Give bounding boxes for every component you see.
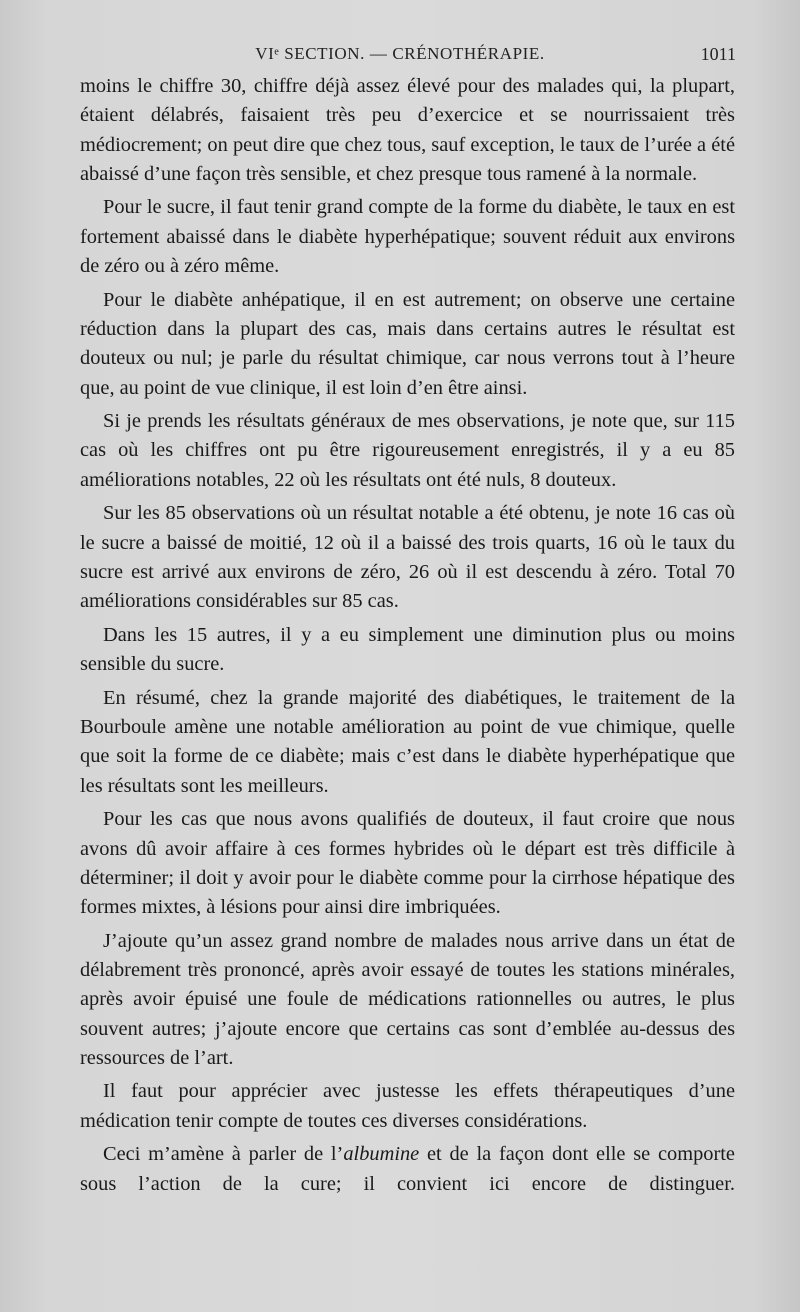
page-number: 1011 [700, 44, 736, 64]
paragraph-3: Pour le diabète anhépatique, il en est autrement; on observe une certaine réduction dans la plupart des cas, mais dans certains autres le résultat est douteux ou nul; je parle du résultat chimique, car nous verrons tout à l’heure que, au point de vue clinique, il est loin d’en être ainsi. [80, 288, 735, 399]
paragraph-1: moins le chiffre 30, chiffre déjà assez élevé pour des malades qui, la plupart, étaient délabrés, faisaient très peu d’exercice et se nourrissaient très médiocrement; on peut dire que chez tous, sauf exception, le taux de l’urée a été abaissé d’une façon très sensible, et chez presque tous ramené à la normale. [80, 75, 735, 185]
running-head [0, 44, 800, 68]
paragraph-11-end: et de la façon dont elle se comporte sous l’action de la cure; il convient ici encore de distinguer. [80, 1143, 735, 1195]
paragraph-11-start: Ceci m’amène à parler de l’ [103, 1143, 344, 1166]
running-title: VIᵉ SECTION. — CRÉNOTHÉRAPIE. [255, 44, 545, 63]
albumine-italic: albumine [343, 1143, 420, 1166]
paragraph-5: Sur les 85 observations où un résultat notable a été obtenu, je note 16 cas où le sucre a baissé de moitié, 12 où il a baissé des trois quarts, 16 où le taux du sucre est arrivé aux environs de zéro, 26 où il est descendu à zéro. Total 70 améliorations considérables sur 85 cas. [80, 502, 735, 613]
paragraph-9: J’ajoute qu’un assez grand nombre de malades nous arrive dans un état de délabrement très prononcé, après avoir essayé de toutes les stations minérales, après avoir épuisé une foule de médications rationnelles ou autres, le plus souvent autres; j’ajoute encore que certains cas sont d’emblée au-dessus des ressources de l’art. [80, 929, 735, 1069]
paragraph-4: Si je prends les résultats généraux de mes observations, je note que, sur 115 cas où les chiffres ont pu être rigoureusement enregistrés, il y a eu 85 améliorations notables, 22 où les résultats ont été nuls, 8 douteux. [80, 410, 735, 491]
body-text [80, 72, 735, 1203]
paragraph-2: Pour le sucre, il faut tenir grand compte de la forme du diabète, le taux en est fortement abaissé dans le diabète hyperhépatique; souvent réduit aux environs de zéro ou à zéro même. [80, 196, 735, 278]
paragraph-11 [80, 1140, 735, 1199]
paragraph-8: Pour les cas que nous avons qualifiés de douteux, il faut croire que nous avons dû avoir affaire à ces formes hybrides où le départ est très difficile à déterminer; il doit y avoir pour le diabète comme pour la cirrhose hépatique des formes mixtes, à lésions pour ainsi dire imbriquées. [80, 808, 735, 919]
paragraph-6: Dans les 15 autres, il y a eu simplement une diminution plus ou moins sensible du sucre. [80, 623, 735, 676]
paragraph-7: En résumé, chez la grande majorité des diabétiques, le traitement de la Bourboule amène une notable amélioration au point de vue chimique, quelle que soit la forme de ce diabète; mais c’est dans le diabète hyperhépatique que les résultats sont les meilleurs. [80, 686, 735, 797]
paragraph-10: Il faut pour apprécier avec justesse les effets thérapeutiques d’une médication tenir compte de toutes ces diverses considérations. [80, 1080, 735, 1132]
